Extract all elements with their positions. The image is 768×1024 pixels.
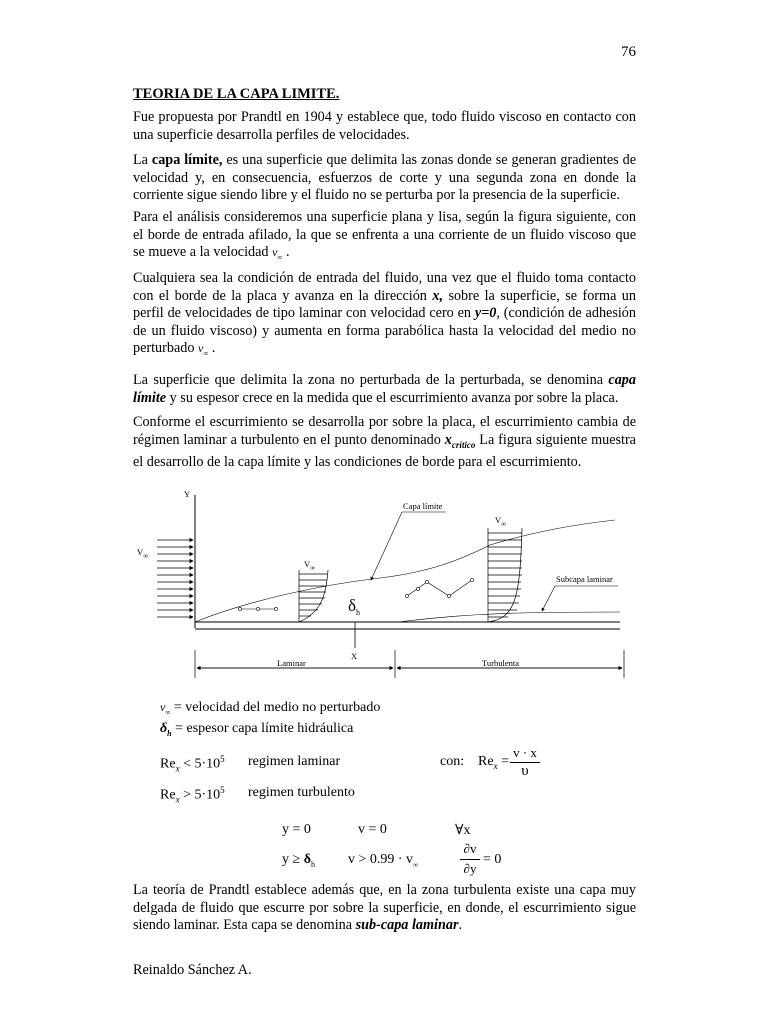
bc-y-zero: y = 0	[282, 822, 311, 837]
paragraph-3: Para el análisis consideremos una superficie plana y lisa, según la figura siguiente, con el borde de entrada afilado, la que se enfrenta a una corriente de un fluido viscoso que se mueve a la velocidad $v_\infty$ .	[133, 209, 636, 262]
paragraph-2: La capa límite, es una superficie que delimita las zonas donde se generan gradientes de velocidad y, en consecuencia, esfuerzos de corte y una segunda zona en donde la corriente sigue siendo libre y el fluido no se perturba por la presencia de la superficie.	[133, 152, 637, 203]
bc-v-gt-099: $v > 0.99 \cdot v_\infty$	[348, 852, 419, 869]
re-laminar-text: regimen laminar	[248, 754, 341, 769]
bc-partial-denominator: ∂y	[463, 861, 477, 876]
capa-limite-label: Capa límite	[403, 501, 443, 511]
sublayer-curve	[398, 612, 620, 622]
paragraph-6: Conforme el escurrimiento se desarrolla por sobre la placa, el escurrimiento cambia de régimen laminar a turbulento en el punto denominado $x_{crítico}$ La figura siguiente muestra el desarrollo de la capa límite y las condiciones de borde para el escurrimiento.	[133, 414, 636, 470]
bc-for-all-x: ∀x	[455, 823, 471, 838]
re-laminar-condition: $Re_x < 5\cdot 10^5$	[160, 754, 225, 774]
v-inf-turbulent-label: $V_\infty$	[495, 515, 507, 528]
bc-v-zero: v = 0	[358, 822, 387, 837]
boundary-layer-curve	[195, 520, 615, 622]
subcapa-leader	[542, 586, 555, 611]
y-axis-label: Y	[184, 489, 191, 499]
paragraph-4: Cualquiera sea la condición de entrada del fluido, una vez que el fluido toma contacto con el borde de la placa y avanza en la dirección x, sobre la superficie, se forma un perfil de velocidades de tipo laminar con velocidad cero en y=0, (condición de adhesión de un fluido viscoso) y aumenta en forma parabólica hasta la velocidad del medio no perturbado $v_\infty$ .	[133, 270, 636, 358]
def-delta-h: $\delta_h$ = espesor capa límite hidráulica	[160, 721, 354, 738]
con-label: con:	[440, 754, 465, 769]
bc-partial-numerator: ∂v	[463, 841, 477, 856]
v-inf-laminar-label: $V_\infty$	[304, 559, 316, 572]
re-fraction-denominator: υ	[521, 763, 529, 779]
incoming-flow-arrows	[157, 540, 193, 617]
turbulent-profile	[488, 528, 522, 622]
turbulenta-label: Turbulenta	[482, 658, 519, 668]
section-heading: TEORIA DE LA CAPA LIMITE.	[133, 86, 340, 102]
laminar-profile	[299, 570, 328, 622]
laminar-particle-path	[238, 607, 277, 610]
capa-limite-leader	[371, 512, 402, 580]
laminar-label: Laminar	[277, 658, 306, 668]
re-definition-lhs: $Re_x$ =	[478, 754, 509, 771]
paragraph-5: La superficie que delimita la zona no perturbada de la perturbada, se denomina capa límite y su espesor crece en la medida que el escurrimiento avanza por sobre la placa.	[133, 372, 636, 406]
v-inf-left-label: $V_\infty$	[137, 547, 149, 560]
regime-dimension-line	[195, 650, 624, 678]
re-fraction-numerator: v · x	[513, 745, 537, 760]
v-infinity-symbol: $v_\infty$	[198, 341, 209, 358]
re-turbulent-condition: $Re_x > 5\cdot 10^5$	[160, 785, 225, 805]
paragraph-1: Fue propuesta por Prandtl en 1904 y establece que, todo fluido viscoso en contacto con una superficie desarrolla perfiles de velocidades.	[133, 109, 636, 143]
page-number: 76	[621, 44, 636, 60]
v-infinity-symbol: $v_\infty$	[272, 245, 283, 262]
bc-partial-bar	[460, 859, 480, 860]
turbulent-particle-path	[405, 578, 473, 597]
x-axis-label: X	[351, 651, 358, 661]
bc-partial-equals: = 0	[483, 852, 502, 867]
paragraph-7: La teoría de Prandtl establece además que, en la zona turbulenta existe una capa muy delgada de fluido que escurre por sobre la superficie, en donde, el escurrimiento sigue siendo laminar. Esta capa se denomina sub-capa laminar.	[133, 882, 636, 933]
subcapa-label: Subcapa laminar	[556, 574, 613, 584]
bc-y-ge-delta: $y \ge \delta_h$	[282, 852, 315, 869]
re-turbulent-text: regimen turbulento	[248, 785, 355, 800]
def-v-infinity: $v_\infty$ = velocidad del medio no perturbado	[160, 700, 381, 717]
delta-h-symbol: $\delta_h$	[348, 596, 361, 617]
author-footer: Reinaldo Sánchez A.	[133, 962, 252, 978]
